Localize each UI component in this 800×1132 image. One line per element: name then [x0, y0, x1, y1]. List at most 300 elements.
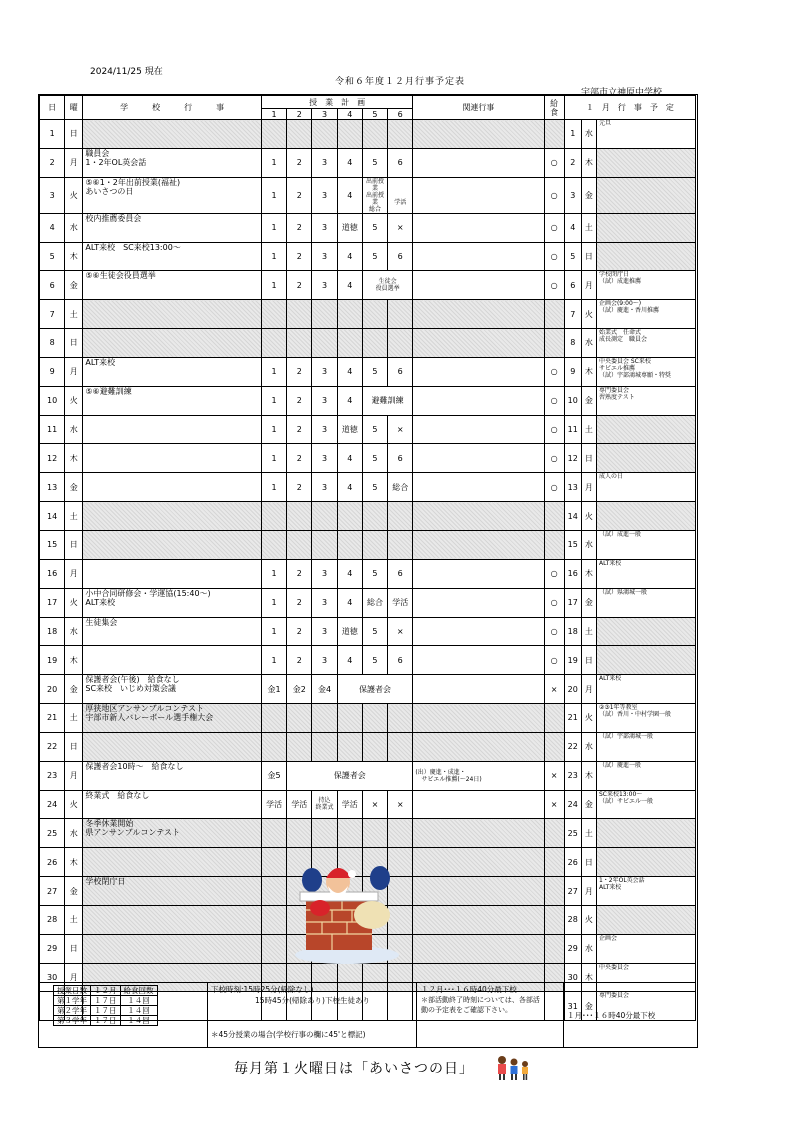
lunch-mark: ○: [544, 213, 564, 242]
period-cell: 5: [362, 646, 387, 675]
school-events: [83, 848, 262, 877]
period-cell: 5: [362, 617, 387, 646]
period-cell: 5: [362, 415, 387, 444]
period-cell: [261, 819, 286, 848]
period-cell: 金2: [287, 675, 312, 704]
period-cell: 3: [312, 444, 337, 473]
day-number: 18: [40, 617, 65, 646]
period-cell: 2: [287, 473, 312, 502]
day-row: [40, 148, 696, 177]
event-line: 中央委員会: [598, 963, 629, 971]
lesson-table-cell: 第１学年: [54, 996, 91, 1006]
period-cell: [337, 300, 362, 329]
related-events: [413, 934, 544, 963]
day-row: [40, 704, 696, 733]
day-number: 20: [40, 675, 65, 704]
period-cell: 1: [261, 444, 286, 473]
school-events: [83, 646, 262, 675]
period-cell: [312, 300, 337, 329]
day-row: [40, 790, 696, 819]
period-cell: 5: [362, 357, 387, 386]
jan-day-number: 10: [564, 386, 581, 415]
jan-weekday: 金: [581, 790, 596, 819]
related-events: [413, 177, 544, 213]
period-header: 6: [388, 109, 413, 120]
weekday: 水: [65, 213, 83, 242]
club-dec: １２月･･･１６時40分最下校: [421, 985, 517, 994]
lunch-mark: [544, 329, 564, 358]
day-number: 30: [40, 963, 65, 992]
slogan: 毎月第１火曜日は「あいさつの日」: [234, 1061, 474, 1077]
day-number: 25: [40, 819, 65, 848]
weekday: 火: [65, 177, 83, 213]
lunch-mark: [544, 877, 564, 906]
event-line: サビエル推薦: [598, 364, 635, 372]
day-row: [40, 120, 696, 149]
period-cell: 5: [362, 213, 387, 242]
event-line: 生徒集会: [85, 617, 118, 627]
event-line: ALT来校: [598, 884, 622, 892]
jan-events: [596, 646, 695, 675]
jan-weekday: 水: [581, 530, 596, 559]
related-events: [413, 588, 544, 617]
school-events: [83, 415, 262, 444]
dismissal-time: 下校時刻:15時25分(帰除なし): [211, 985, 314, 994]
period-cell: [337, 530, 362, 559]
period-cell: [337, 819, 362, 848]
jan-day-number: 30: [564, 963, 581, 992]
jan-events: [596, 415, 695, 444]
period-cell: 金1: [261, 675, 286, 704]
jan-day-number: 24: [564, 790, 581, 819]
weekday: 月: [65, 761, 83, 790]
event-line: 始業式 任命式: [598, 329, 641, 337]
period-cell: 3: [312, 148, 337, 177]
school-events: [83, 357, 262, 386]
period-cell: 道徳: [337, 213, 362, 242]
jan-weekday: 土: [581, 617, 596, 646]
period-cell: [312, 329, 337, 358]
col-weekday: 曜: [65, 96, 83, 120]
jan-events: [596, 386, 695, 415]
school-events: [83, 148, 262, 177]
jan-weekday: 木: [581, 963, 596, 992]
period-cell: [362, 819, 387, 848]
jan-day-number: 14: [564, 502, 581, 531]
period-cell: 2: [287, 559, 312, 588]
period-cell: 1: [261, 415, 286, 444]
day-row: [40, 675, 696, 704]
period-cell: 4: [337, 473, 362, 502]
period-header: 3: [312, 109, 337, 120]
day-number: 5: [40, 242, 65, 271]
day-row: [40, 444, 696, 473]
lunch-mark: ○: [544, 588, 564, 617]
weekday: 月: [65, 963, 83, 992]
lunch-mark: [544, 934, 564, 963]
event-line: ⑤⑥1・2年出前授業(福祉): [85, 177, 181, 187]
period-cell: 1: [261, 386, 286, 415]
jan-weekday: 火: [581, 905, 596, 934]
related-events: [413, 502, 544, 531]
event-line: 学校閉庁日: [85, 877, 126, 887]
lunch-mark: ○: [544, 242, 564, 271]
lesson-table-cell: １７日: [91, 1006, 121, 1016]
weekday: 日: [65, 530, 83, 559]
event-line: ALT来校: [85, 357, 116, 367]
jan-weekday: 土: [581, 213, 596, 242]
lunch-mark: [544, 120, 564, 149]
period-cell: 4: [337, 242, 362, 271]
event-line: 終業式 給食なし: [85, 790, 150, 800]
day-number: 8: [40, 329, 65, 358]
related-events: [413, 120, 544, 149]
period-cell: 6: [388, 148, 413, 177]
jan-weekday: 日: [581, 646, 596, 675]
lunch-mark: ○: [544, 559, 564, 588]
event-line: ALT来校: [598, 559, 622, 567]
jan-events: [596, 473, 695, 502]
lunch-mark: ○: [544, 386, 564, 415]
event-line: SC来校 いじめ対策会議: [85, 684, 177, 694]
lunch-mark: ×: [544, 675, 564, 704]
period-cell: [261, 120, 286, 149]
day-number: 28: [40, 905, 65, 934]
period-cell: 金4: [312, 675, 337, 704]
col-events: 学 校 行 事: [83, 96, 262, 120]
weekday: 月: [65, 357, 83, 386]
period-cell: 2: [287, 646, 312, 675]
day-row: [40, 646, 696, 675]
page-title: 令和６年度１２月行事予定表: [334, 77, 465, 87]
jan-day-number: 17: [564, 588, 581, 617]
footer: [39, 982, 696, 1047]
period-header: 5: [362, 109, 387, 120]
jan-events: [596, 934, 695, 963]
day-number: 17: [40, 588, 65, 617]
school-events: [83, 300, 262, 329]
club-note-2: 動の予定表をご確認下さい。: [421, 1006, 512, 1014]
period-cell: [312, 819, 337, 848]
period-cell: 2: [287, 444, 312, 473]
jan-weekday: 火: [581, 704, 596, 733]
day-row: [40, 559, 696, 588]
day-number: 16: [40, 559, 65, 588]
event-line: 習熟度テスト: [598, 393, 635, 401]
lesson-table-cell: 第３学年: [54, 1016, 91, 1026]
day-row: [40, 473, 696, 502]
lunch-mark: ○: [544, 177, 564, 213]
event-line: （試）宇部鴻城一般: [598, 732, 653, 740]
jan-weekday: 月: [581, 271, 596, 300]
period-cell: ×: [362, 790, 387, 819]
weekday: 木: [65, 444, 83, 473]
event-line: 保護者会10時～ 給食なし: [85, 761, 184, 771]
period-cell: 道徳: [337, 415, 362, 444]
event-line: 成長測定 職員会: [598, 336, 647, 344]
jan-day-number: 15: [564, 530, 581, 559]
event-line: 宇部市新人バレーボール選手権大会: [85, 713, 214, 723]
period-cell: 5: [362, 242, 387, 271]
col-january: １ 月 行 事 予 定: [564, 96, 695, 120]
day-number: 27: [40, 877, 65, 906]
day-row: [40, 530, 696, 559]
related-events: [413, 148, 544, 177]
weekday: 日: [65, 732, 83, 761]
event-line: 中央委員会 SC来校: [598, 357, 651, 365]
school-events: [83, 177, 262, 213]
day-row: [40, 386, 696, 415]
period-cell: [388, 300, 413, 329]
weekday: 月: [65, 148, 83, 177]
period-cell: 4: [337, 646, 362, 675]
jan-day-number: 13: [564, 473, 581, 502]
related-events: [413, 444, 544, 473]
jan-day-number: 20: [564, 675, 581, 704]
lunch-mark: [544, 848, 564, 877]
jan-events: [596, 732, 695, 761]
period-cell: 3: [312, 617, 337, 646]
as-of-date: 2024/11/25 現在: [90, 67, 163, 77]
period-cell: 2: [287, 386, 312, 415]
event-line: （試）香川・中村学園一般: [598, 711, 671, 719]
period-cell: 1: [261, 213, 286, 242]
jan-weekday: 火: [581, 502, 596, 531]
period-cell: 2: [287, 357, 312, 386]
lunch-mark: [544, 530, 564, 559]
jan-events: [596, 848, 695, 877]
jan-events: [596, 120, 695, 149]
lunch-mark: ○: [544, 473, 564, 502]
related-events: [413, 732, 544, 761]
jan-events: [596, 300, 695, 329]
period-cell: 2: [287, 617, 312, 646]
jan-weekday: 水: [581, 934, 596, 963]
event-line: 冬季休業開始: [85, 819, 134, 829]
jan-weekday: 金: [581, 177, 596, 213]
event-line: （試）宇部鴻城専願・特奨: [598, 371, 671, 379]
jan-events: [596, 444, 695, 473]
jan-day-number: 12: [564, 444, 581, 473]
event-line: ⑤⑥避難訓練: [85, 386, 132, 396]
jan-events: [596, 819, 695, 848]
day-row: [40, 502, 696, 531]
lunch-mark: [544, 732, 564, 761]
weekday: 金: [65, 271, 83, 300]
event-line: （試）慶進一般: [598, 761, 641, 769]
period-cell: 1: [261, 559, 286, 588]
event-line: 小中合同研修会・学運協(15:40～): [85, 588, 211, 598]
jan-weekday: 月: [581, 473, 596, 502]
period-cell: 6: [388, 646, 413, 675]
period-cell: 金5: [261, 761, 286, 790]
santa-illustration: [292, 860, 402, 965]
period-cell: 4: [337, 148, 362, 177]
day-row: [40, 357, 696, 386]
weekday: 月: [65, 559, 83, 588]
club-note: ＊部活動終了時刻については、各部活: [421, 996, 540, 1004]
period-cell: [261, 329, 286, 358]
period-cell: 学活: [261, 790, 286, 819]
period-cell: 1: [261, 242, 286, 271]
jan-day-number: 2: [564, 148, 581, 177]
lesson-table-cell: １７日: [91, 996, 121, 1006]
dismissal-time-2: 15時45分(帰除あり)下校生徒あり: [255, 996, 370, 1005]
related-events: [413, 848, 544, 877]
jan-weekday: 木: [581, 357, 596, 386]
period-cell: 2: [287, 148, 312, 177]
jan-day-number: 22: [564, 732, 581, 761]
period-cell: 3: [312, 646, 337, 675]
period-cell: [261, 704, 286, 733]
school-events: [83, 588, 262, 617]
weekday: 日: [65, 934, 83, 963]
event-line: 専門委員会: [598, 386, 629, 394]
day-number: 11: [40, 415, 65, 444]
event-line: 元旦: [598, 120, 611, 127]
col-lunch: 給食: [544, 96, 564, 120]
related-events: [413, 271, 544, 300]
jan-events: [596, 675, 695, 704]
period-cell: [261, 905, 286, 934]
period-cell: [287, 819, 312, 848]
school-events: [83, 617, 262, 646]
period-cell: 4: [337, 444, 362, 473]
day-number: 21: [40, 704, 65, 733]
jan-weekday: 木: [581, 148, 596, 177]
period-cell: 1: [261, 646, 286, 675]
jan-events: [596, 213, 695, 242]
event-line: 企画会(9:00～): [598, 300, 642, 308]
jan-events: [596, 502, 695, 531]
event-line: （試）成進推薦: [598, 278, 641, 286]
school-events: [83, 559, 262, 588]
school-events: [83, 213, 262, 242]
period-cell: 5: [362, 559, 387, 588]
event-line: ALT来校 SC来校13:00～: [85, 242, 181, 252]
weekday: 火: [65, 790, 83, 819]
jan-events: [596, 271, 695, 300]
jan-weekday: 水: [581, 329, 596, 358]
related-events: (出）慶進・成進・ サビエル推薦(～24日): [413, 761, 544, 790]
event-line: 企画会: [598, 934, 617, 942]
school-events: [83, 790, 262, 819]
event-line: （試）慶進・香川推薦: [598, 307, 659, 315]
event-line: 職員会: [85, 148, 110, 158]
event-line: 1・2年OL英会話: [85, 157, 147, 167]
event-line: 県アンサンブルコンテスト: [85, 828, 181, 838]
jan-weekday: 土: [581, 415, 596, 444]
event-line: 学校閉庁日: [598, 271, 629, 279]
jan-events: [596, 148, 695, 177]
period-cell: 1: [261, 271, 286, 300]
school-events: [83, 271, 262, 300]
period-cell: 学活: [388, 177, 413, 213]
lesson-table-cell: １７日: [91, 1016, 121, 1026]
related-events: [413, 819, 544, 848]
jan-events: [596, 329, 695, 358]
weekday: 火: [65, 588, 83, 617]
day-number: 23: [40, 761, 65, 790]
related-events: [413, 357, 544, 386]
period-cell: 2: [287, 213, 312, 242]
weekday: 土: [65, 502, 83, 531]
related-events: [413, 790, 544, 819]
event-line: （試）成進一般: [598, 530, 641, 538]
jan-events: [596, 530, 695, 559]
period-cell: [388, 502, 413, 531]
event-line: ②③1年等教室: [598, 704, 638, 712]
weekday: 木: [65, 848, 83, 877]
period-cell: 学活: [287, 790, 312, 819]
period-cell: [287, 120, 312, 149]
related-events: [413, 905, 544, 934]
school-events: [83, 732, 262, 761]
day-number: 9: [40, 357, 65, 386]
period-cell: [337, 120, 362, 149]
jan-day-number: 5: [564, 242, 581, 271]
lunch-mark: ○: [544, 148, 564, 177]
period-cell: 3: [312, 473, 337, 502]
lunch-mark: ×: [544, 790, 564, 819]
period-cell: 2: [287, 588, 312, 617]
jan-day-number: 21: [564, 704, 581, 733]
jan-day-number: 23: [564, 761, 581, 790]
related-events: [413, 329, 544, 358]
period-cell: 避難訓練: [362, 386, 413, 415]
period-cell: 3: [312, 357, 337, 386]
lunch-mark: ○: [544, 415, 564, 444]
lunch-mark: ○: [544, 617, 564, 646]
period-cell: 1: [261, 473, 286, 502]
period-cell: 3: [312, 242, 337, 271]
related-events: [413, 559, 544, 588]
period-cell: [312, 530, 337, 559]
period-cell: 持込 終業式: [312, 790, 337, 819]
period-cell: 2: [287, 271, 312, 300]
period-cell: 保護者会: [287, 761, 413, 790]
period-cell: [362, 120, 387, 149]
lunch-mark: [544, 905, 564, 934]
school-events: [83, 934, 262, 963]
period-cell: [337, 329, 362, 358]
jan-events: [596, 704, 695, 733]
lunch-mark: [544, 819, 564, 848]
school-events: [83, 444, 262, 473]
period-cell: [287, 704, 312, 733]
period-cell: [287, 732, 312, 761]
school-name: 宇部市立神原中学校: [581, 88, 663, 98]
period-header: 2: [287, 109, 312, 120]
day-number: 29: [40, 934, 65, 963]
jan-day-number: 4: [564, 213, 581, 242]
weekday: 木: [65, 242, 83, 271]
school-events: [83, 877, 262, 906]
jan-day-number: 7: [564, 300, 581, 329]
jan-weekday: 火: [581, 300, 596, 329]
school-events: [83, 675, 262, 704]
period-cell: ×: [388, 790, 413, 819]
school-events: [83, 242, 262, 271]
jan-events: [596, 588, 695, 617]
period-cell: [362, 704, 387, 733]
related-events: [413, 386, 544, 415]
period-cell: [287, 530, 312, 559]
weekday: 土: [65, 704, 83, 733]
period-cell: [261, 732, 286, 761]
period-cell: [312, 704, 337, 733]
period-cell: 1: [261, 357, 286, 386]
